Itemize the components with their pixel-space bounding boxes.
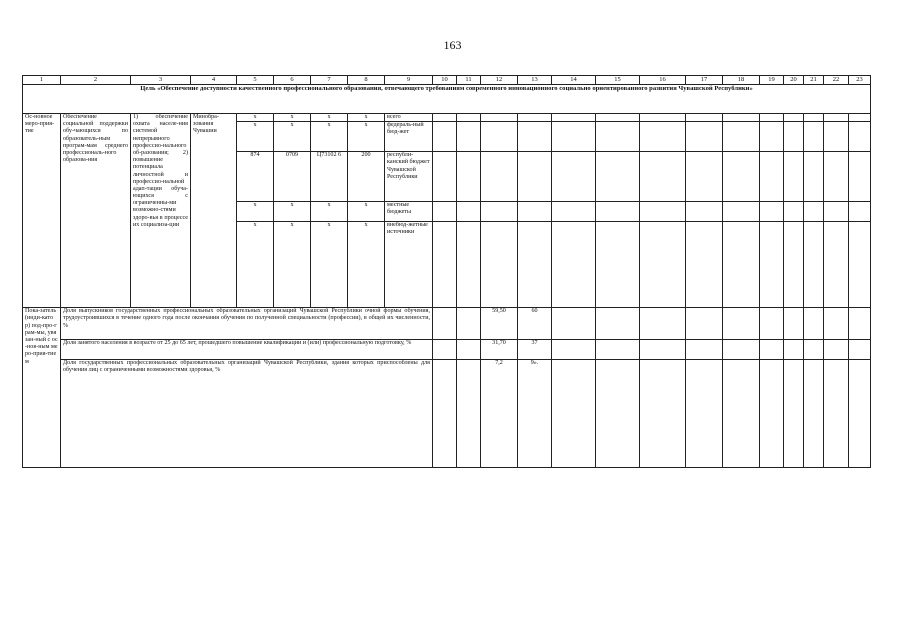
column-number: 22: [824, 76, 849, 85]
column-number: 7: [311, 76, 348, 85]
funding-code: x: [311, 222, 348, 308]
column-number: 8: [348, 76, 385, 85]
funding-code: x: [348, 222, 385, 308]
column-number: 11: [457, 76, 481, 85]
funding-code: x: [237, 122, 274, 152]
funding-source: внебюд-жетные источники: [385, 222, 433, 308]
funding-source: всего: [385, 114, 433, 122]
column-number: 16: [640, 76, 686, 85]
funding-code: x: [237, 222, 274, 308]
column-number: 3: [131, 76, 191, 85]
indicator-value: 60: [518, 308, 552, 340]
goal-title: Цель «Обеспечение доступности качественного профессионального образования, отвечающего требованиям современного инновационного социально ориентированного развития Чувашской Республики»: [23, 85, 871, 114]
indicator-row: [23, 308, 871, 340]
funding-code: x: [237, 202, 274, 222]
column-number: 23: [849, 76, 871, 85]
funding-source: местные бюджеты: [385, 202, 433, 222]
funding-row-total: [23, 114, 871, 122]
column-number: 6: [274, 76, 311, 85]
funding-code: x: [311, 114, 348, 122]
column-number: 18: [723, 76, 760, 85]
event-tasks: 1) обеспечение охвата населе-ния системой непрерывного профессио-нального об-разования; 2) повышение потенциала личностной и профессио-нальной адап-тации обуча-ющихся с ограниченны-ми возможно-стями здоро-вья в процессе их социализа-ции: [131, 114, 191, 308]
funding-code: x: [274, 202, 311, 222]
funding-code: x: [311, 202, 348, 222]
column-number: 19: [760, 76, 784, 85]
indicator-value: 9».: [518, 360, 552, 468]
indicator-value: 37: [518, 340, 552, 360]
column-number: 12: [481, 76, 518, 85]
indicator-value: 59,50: [481, 308, 518, 340]
indicator-value: 31,70: [481, 340, 518, 360]
event-category: Ос-новное меро-прия-тие: [23, 114, 61, 308]
event-name: Обеспечение социальной поддержки обу-чающихся по образователь-ным програм-мам среднего профессиональ-ного образова-ния: [61, 114, 131, 308]
indicator-text: Доля государственных профессиональных образовательных организаций Чувашской Республики, здания которых приспособлены для обучения лиц с ограниченными возможностями здоровья, %: [61, 360, 433, 468]
column-number: 13: [518, 76, 552, 85]
funding-source: федераль-ный бюд-жет: [385, 122, 433, 152]
indicator-row: [23, 340, 871, 360]
column-number: 21: [804, 76, 824, 85]
column-number: 14: [552, 76, 596, 85]
goal-row: [23, 85, 871, 114]
funding-code: x: [237, 114, 274, 122]
funding-code: 200: [348, 152, 385, 202]
column-number: 1: [23, 76, 61, 85]
funding-code: x: [348, 122, 385, 152]
funding-code: x: [274, 114, 311, 122]
funding-code: x: [274, 222, 311, 308]
column-number: 9: [385, 76, 433, 85]
indicator-row: [23, 360, 871, 468]
funding-source: республи-канский бюджет Чувашской Республики: [385, 152, 433, 202]
column-number: 10: [433, 76, 457, 85]
indicator-text: Доля выпускников государственных профессиональных образовательных организаций Чувашской Республики очной формы обучения, трудоустроившихся в течение одного года после окончания обучения по полученной специальности (профессии), в общей их численности, %: [61, 308, 433, 340]
indicator-value: 7,2: [481, 360, 518, 468]
funding-code: 0709: [274, 152, 311, 202]
funding-code: x: [348, 114, 385, 122]
column-number: 17: [686, 76, 723, 85]
program-table: [22, 75, 871, 468]
funding-code: Ц73102 6: [311, 152, 348, 202]
column-number: 15: [596, 76, 640, 85]
event-executor: Минобра-зования Чувашии: [191, 114, 237, 308]
funding-code: x: [274, 122, 311, 152]
column-number: 4: [191, 76, 237, 85]
column-number: 2: [61, 76, 131, 85]
column-number: 20: [784, 76, 804, 85]
indicator-text: Доля занятого населения в возрасте от 25 до 65 лет, прошедшего повышение квалификации и (или) профессиональную подготовку, %: [61, 340, 433, 360]
indicator-category: Пока-затель (инди-катор) под-про-грам-мы, увязан-ный с ос-нов-ным меро-прия-тием: [23, 308, 61, 468]
funding-code: x: [311, 122, 348, 152]
funding-code: 874: [237, 152, 274, 202]
column-number: 5: [237, 76, 274, 85]
page-number: 163: [443, 38, 462, 52]
funding-code: x: [348, 202, 385, 222]
column-number-row: [23, 76, 871, 85]
